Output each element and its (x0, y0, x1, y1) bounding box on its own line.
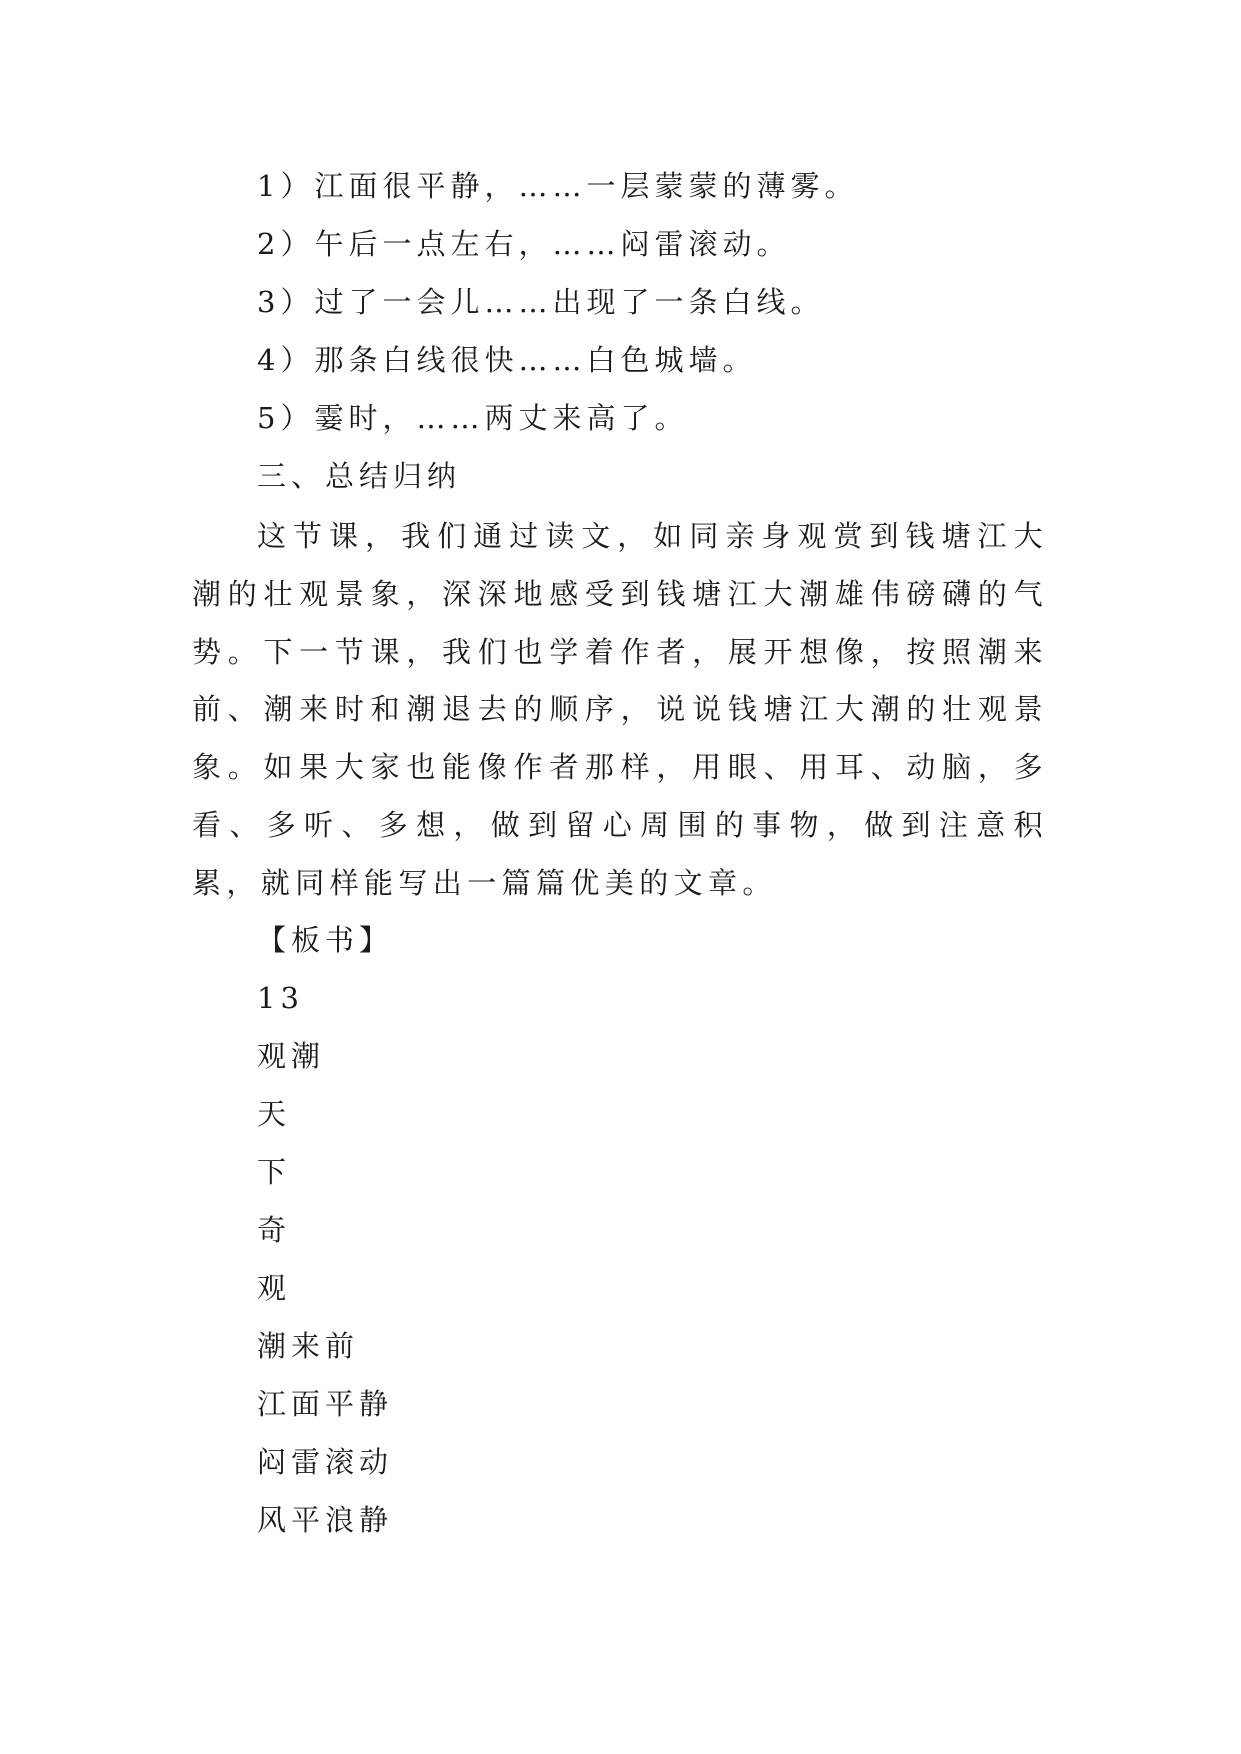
board-line-char-2: 下 (257, 1155, 292, 1189)
summary-paragraph: 这节课，我们通过读文，如同亲身观赏到钱塘江大潮的壮观景象，深深地感受到钱塘江大潮雄伟磅礴的气势。下一节课，我们也学着作者，展开想像，按照潮来前、潮来时和潮退去的顺序，说说钱塘江大潮的壮观景象。如果大家也能像作者那样，用眼、用耳、动脑，多看、多听、多想，做到留心周围的事物，做到注意积累，就同样能写出一篇篇优美的文章。 (192, 519, 1048, 900)
board-line-thunder: 闷雷滚动 (257, 1445, 394, 1479)
board-line-calm-wind: 风平浪静 (257, 1503, 394, 1537)
section-heading: 三、总结归纳 (257, 459, 462, 493)
board-line-char-1: 天 (257, 1097, 292, 1131)
board-line-char-3: 奇 (257, 1213, 292, 1247)
board-line-number: 13 (257, 981, 304, 1015)
step-line-5: 5）霎时，……两丈来高了。 (257, 401, 689, 435)
board-line-before-tide: 潮来前 (257, 1329, 360, 1363)
board-line-title: 观潮 (257, 1039, 326, 1073)
board-line-char-4: 观 (257, 1271, 292, 1305)
board-line-calm-river: 江面平静 (257, 1387, 394, 1421)
step-line-4: 4）那条白线很快……白色城墙。 (257, 343, 757, 377)
step-line-1: 1）江面很平静，……一层蒙蒙的薄雾。 (257, 169, 859, 203)
step-line-2: 2）午后一点左右，……闷雷滚动。 (257, 227, 791, 261)
step-line-3: 3）过了一会儿……出现了一条白线。 (257, 285, 825, 319)
board-heading: 【板书】 (257, 923, 394, 957)
